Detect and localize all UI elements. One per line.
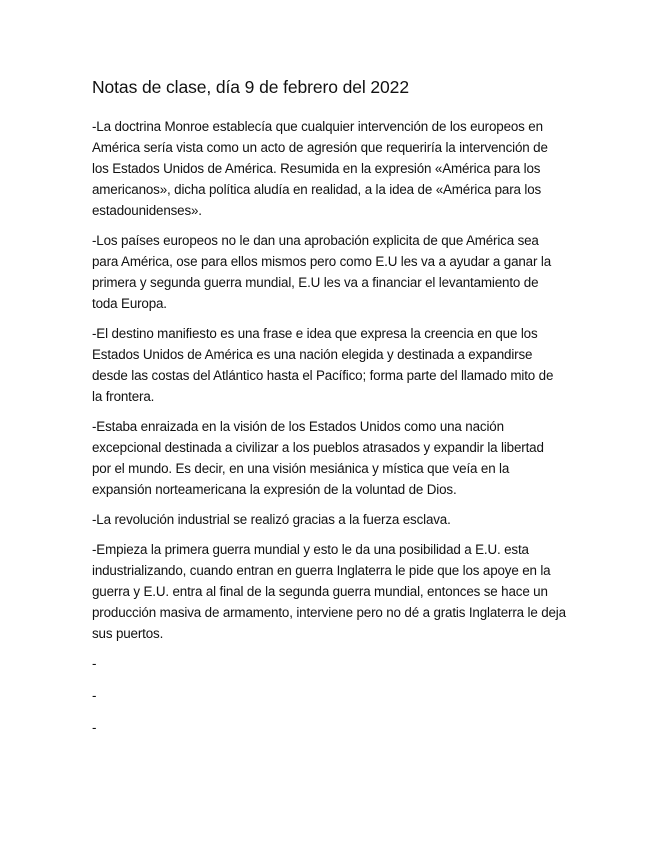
- paragraph-monroe-doctrine: -La doctrina Monroe establecía que cualquier intervención de los europeos en América sería vista como un acto de agresión que requeriría la intervención de los Estados Unidos de América. Resumida en la expresión «América para los americanos», dicha política aludía en realidad, a la idea de «América para los estadounidenses».: [92, 119, 548, 218]
- empty-bullet-line: -: [92, 720, 97, 735]
- document-page: [92, 76, 566, 749]
- paragraph-exceptional-nation: -Estaba enraizada en la visión de los Estados Unidos como una nación excepcional destinada a civilizar a los pueblos atrasados y expandir la libertad por el mundo. Es decir, en una visión mesiánica y mística que veía en la expansión norteamericana la expresión de la voluntad de Dios.: [92, 419, 544, 497]
- paragraph-industrial-revolution: -La revolución industrial se realizó gracias a la fuerza esclava.: [92, 512, 451, 527]
- paragraph-european-countries: -Los países europeos no le dan una aprobación explicita de que América sea para América, ose para ellos mismos pero como E.U les va a ayudar a ganar la primera y segunda guerra mundial, E.U les va a financiar el levantamiento de toda Europa.: [92, 233, 551, 311]
- empty-bullet-line: -: [92, 656, 97, 671]
- document-title: Notas de clase, día 9 de febrero del 2022: [92, 77, 409, 97]
- empty-bullet-line: -: [92, 688, 97, 703]
- paragraph-first-world-war: -Empieza la primera guerra mundial y esto le da una posibilidad a E.U. esta industrializando, cuando entran en guerra Inglaterra le pide que los apoye en la guerra y E.U. entra al final de la segunda guerra mundial, entonces se hace un producción masiva de armamento, interviene pero no dé a gratis Inglaterra le deja sus puertos.: [92, 542, 566, 641]
- paragraph-manifest-destiny: -El destino manifiesto es una frase e idea que expresa la creencia en que los Estados Unidos de América es una nación elegida y destinada a expandirse desde las costas del Atlántico hasta el Pacífico; forma parte del llamado mito de la frontera.: [92, 326, 554, 404]
